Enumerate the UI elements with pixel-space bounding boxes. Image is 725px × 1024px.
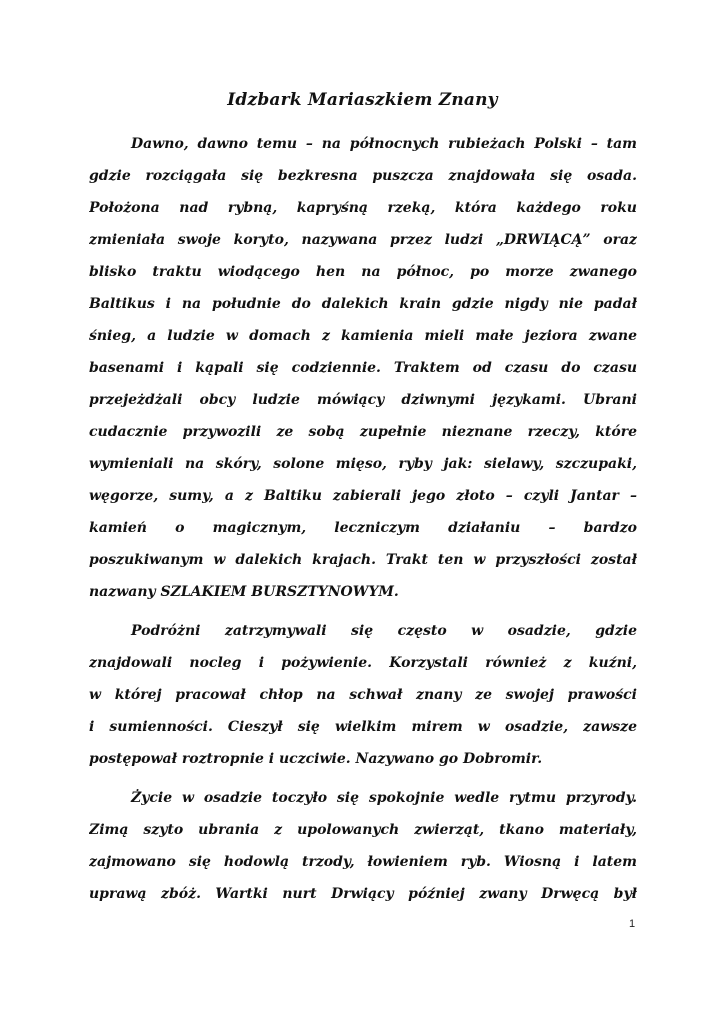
paragraph-line: Położona nad rybną, kapryśną rzeką, która każdego roku [89,200,637,216]
document-title: Idzbark Mariaszkiem Znany [227,90,498,110]
paragraph-line: postępował roztropnie i uczciwie. Nazywano go Dobromir. [89,751,543,767]
document-body [89,128,637,910]
paragraph-line: Życie w osadzie toczyło się spokojnie wedle rytmu przyrody. [131,790,637,806]
paragraph-line: cudacznie przywozili ze sobą zupełnie nieznane rzeczy, które [89,424,637,440]
paragraph-1 [89,128,637,608]
paragraph-line: przejeżdżali obcy ludzie mówiący dziwnymi językami. Ubrani [89,392,637,408]
paragraph-line: śnieg, a ludzie w domach z kamienia mieli małe jeziora zwane [89,328,637,344]
paragraph-line: w której pracował chłop na schwał znany ze swojej prawości [89,687,637,703]
paragraph-2 [89,615,637,775]
paragraph-line: basenami i kąpali się codziennie. Traktem od czasu do czasu [89,360,637,376]
page-number: 1 [629,918,636,930]
paragraph-line: nazwany SZLAKIEM BURSZTYNOWYM. [89,584,399,600]
paragraph-line: wymieniali na skóry, solone mięso, ryby jak: sielawy, szczupaki, [89,456,637,472]
paragraph-line: Podróżni zatrzymywali się często w osadzie, gdzie [131,623,637,639]
paragraph-line: poszukiwanym w dalekich krajach. Trakt ten w przyszłości został [89,552,637,568]
paragraph-line: blisko traktu wiodącego hen na północ, po morze zwanego [89,264,637,280]
paragraph-line: znajdowali nocleg i pożywienie. Korzystali również z kuźni, [89,655,637,671]
paragraph-line: węgorze, sumy, a z Baltiku zabierali jego złoto – czyli Jantar – [89,488,637,504]
paragraph-line: Zimą szyto ubrania z upolowanych zwierząt, tkano materiały, [89,822,637,838]
paragraph-line: Dawno, dawno temu – na północnych rubieżach Polski – tam [131,136,637,152]
paragraph-line: uprawą zbóż. Wartki nurt Drwiący później zwany Drwęcą był [89,886,637,902]
paragraph-line: zajmowano się hodowlą trzody, łowieniem ryb. Wiosną i latem [89,854,637,870]
paragraph-line: Baltikus i na południe do dalekich krain gdzie nigdy nie padał [89,296,637,312]
paragraph-line: kamień o magicznym, leczniczym działaniu – bardzo [89,520,637,536]
paragraph-line: zmieniała swoje koryto, nazywana przez ludzi „DRWIĄCĄ” oraz [89,232,637,248]
paragraph-line: gdzie rozciągała się bezkresna puszcza znajdowała się osada. [89,168,637,184]
paragraph-line: i sumienności. Cieszył się wielkim mirem w osadzie, zawsze [89,719,637,735]
paragraph-3 [89,782,637,910]
